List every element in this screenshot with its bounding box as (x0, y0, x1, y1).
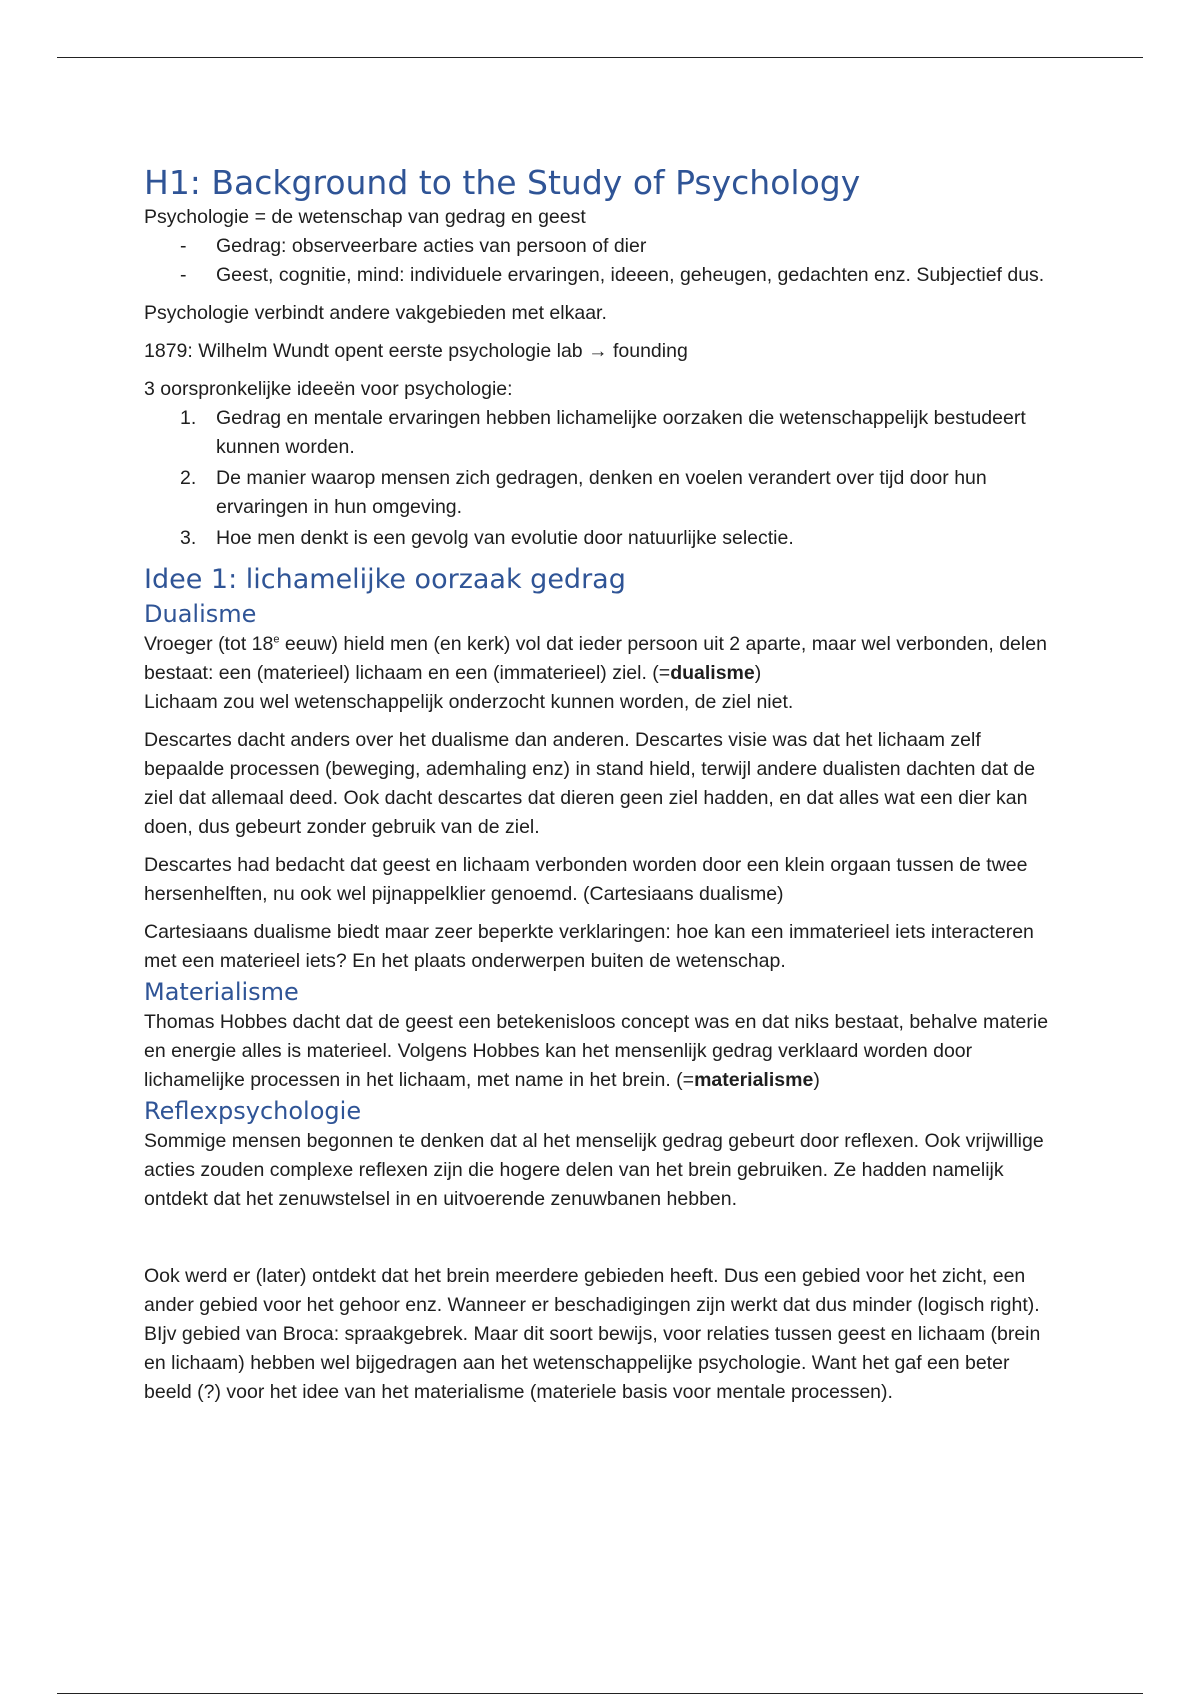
empty-line (144, 1223, 1056, 1262)
bullet-marker: - (180, 235, 187, 257)
list-item: 1. Gedrag en mentale ervaringen hebben lichamelijke oorzaken die wetenschappelijk bestudeert kunnen worden. (180, 407, 1026, 458)
paragraph-wundt: 1879: Wilhelm Wundt opent eerste psychologie lab → founding (144, 340, 688, 362)
subheading-materialisme: Materialisme (144, 978, 299, 1006)
list-item: 2. De manier waarop mensen zich gedragen, denken en voelen verandert over tijd door hun ervaringen in hun omgeving. (180, 467, 987, 518)
paragraph-dualisme-2: Descartes dacht anders over het dualisme dan anderen. Descartes visie was dat het lichaam zelf bepaalde processen (beweging, ademhaling enz) in stand hield, terwijl andere dualisten dachten dat de ziel dat allemaal deed. Ook dacht descartes dat dieren geen ziel hadden, en dat alles wat een dier kan doen, dus gebeurt zonder gebruik van de ziel. (144, 729, 1036, 838)
list-item: 3. Hoe men denkt is een gevolg van evolutie door natuurlijke selectie. (180, 527, 794, 549)
list-item: - Geest, cognitie, mind: individuele ervaringen, ideeen, geheugen, gedachten enz. Subjectief dus. (144, 261, 1056, 290)
paragraph-dualisme-4: Cartesiaans dualisme biedt maar zeer beperkte verklaringen: hoe kan een immaterieel iets interacteren met een materieel iets? En het plaats onderwerpen buiten de wetenschap. (144, 921, 1034, 972)
paragraph-materialisme: Thomas Hobbes dacht dat de geest een betekenisloos concept was en dat niks bestaat, behalve materie en energie alles is materieel. Volgens Hobbes kan het mensenlijk gedrag verklaard worden door lichamelijke processen in het lichaam, met name in het brein. (=materialisme) (144, 1011, 1049, 1091)
subheading-reflexpsychologie: Reflexpsychologie (144, 1097, 362, 1125)
list-item: - Gedrag: observeerbare acties van persoon of dier (144, 232, 1056, 261)
paragraph-reflex-1: Sommige mensen begonnen te denken dat al het menselijk gedrag gebeurt door reflexen. Ook vrijwillige acties zouden complexe reflexen zijn die hogere delen van het brein gebruiken. Ze hadden namelijk ontdekt dat het zenuwstelsel in en uitvoerende zenuwbanen hebben. (144, 1130, 1044, 1210)
ideas-intro: 3 oorspronkelijke ideeën voor psychologie: (144, 378, 513, 400)
header-rule (57, 57, 1143, 58)
footer-rule (57, 1693, 1143, 1694)
document-body (144, 162, 1056, 1416)
paragraph-dualisme-3: Descartes had bedacht dat geest en lichaam verbonden worden door een klein orgaan tussen de twee hersenhelften, nu ook wel pijnappelklier genoemd. (Cartesiaans dualisme) (144, 854, 1028, 905)
definition-bullets (144, 232, 1056, 290)
document-title: H1: Background to the Study of Psychology (144, 163, 861, 202)
ideas-list (144, 404, 1056, 553)
section-heading-idee-1: Idee 1: lichamelijke oorzaak gedrag (144, 564, 626, 595)
subheading-dualisme: Dualisme (144, 600, 257, 628)
bullet-marker: - (180, 264, 187, 286)
paragraph-reflex-2: Ook werd er (later) ontdekt dat het brein meerdere gebieden heeft. Dus een gebied voor het zicht, een ander gebied voor het gehoor enz. Wanneer er beschadigingen zijn werkt dat dus minder (logisch right). BIjv gebied van Broca: spraakgebrek. Maar dit soort bewijs, voor relaties tussen geest en lichaam (brein en lichaam) hebben wel bijgedragen aan het wetenschappelijke psychologie. Want het gaf een beter beeld (?) voor het idee van het materialisme (materiele basis voor mentale processen). (144, 1265, 1041, 1403)
paragraph-connects: Psychologie verbindt andere vakgebieden met elkaar. (144, 302, 607, 324)
psychology-definition: Psychologie = de wetenschap van gedrag en geest (144, 206, 586, 228)
paragraph-dualisme-1-line2: Lichaam zou wel wetenschappelijk onderzocht kunnen worden, de ziel niet. (144, 691, 794, 713)
paragraph-dualisme-1: Vroeger (tot 18e eeuw) hield men (en kerk) vol dat ieder persoon uit 2 aparte, maar wel verbonden, delen bestaat: een (materieel) lichaam en een (immaterieel) ziel. (=dualisme) (144, 633, 1047, 684)
